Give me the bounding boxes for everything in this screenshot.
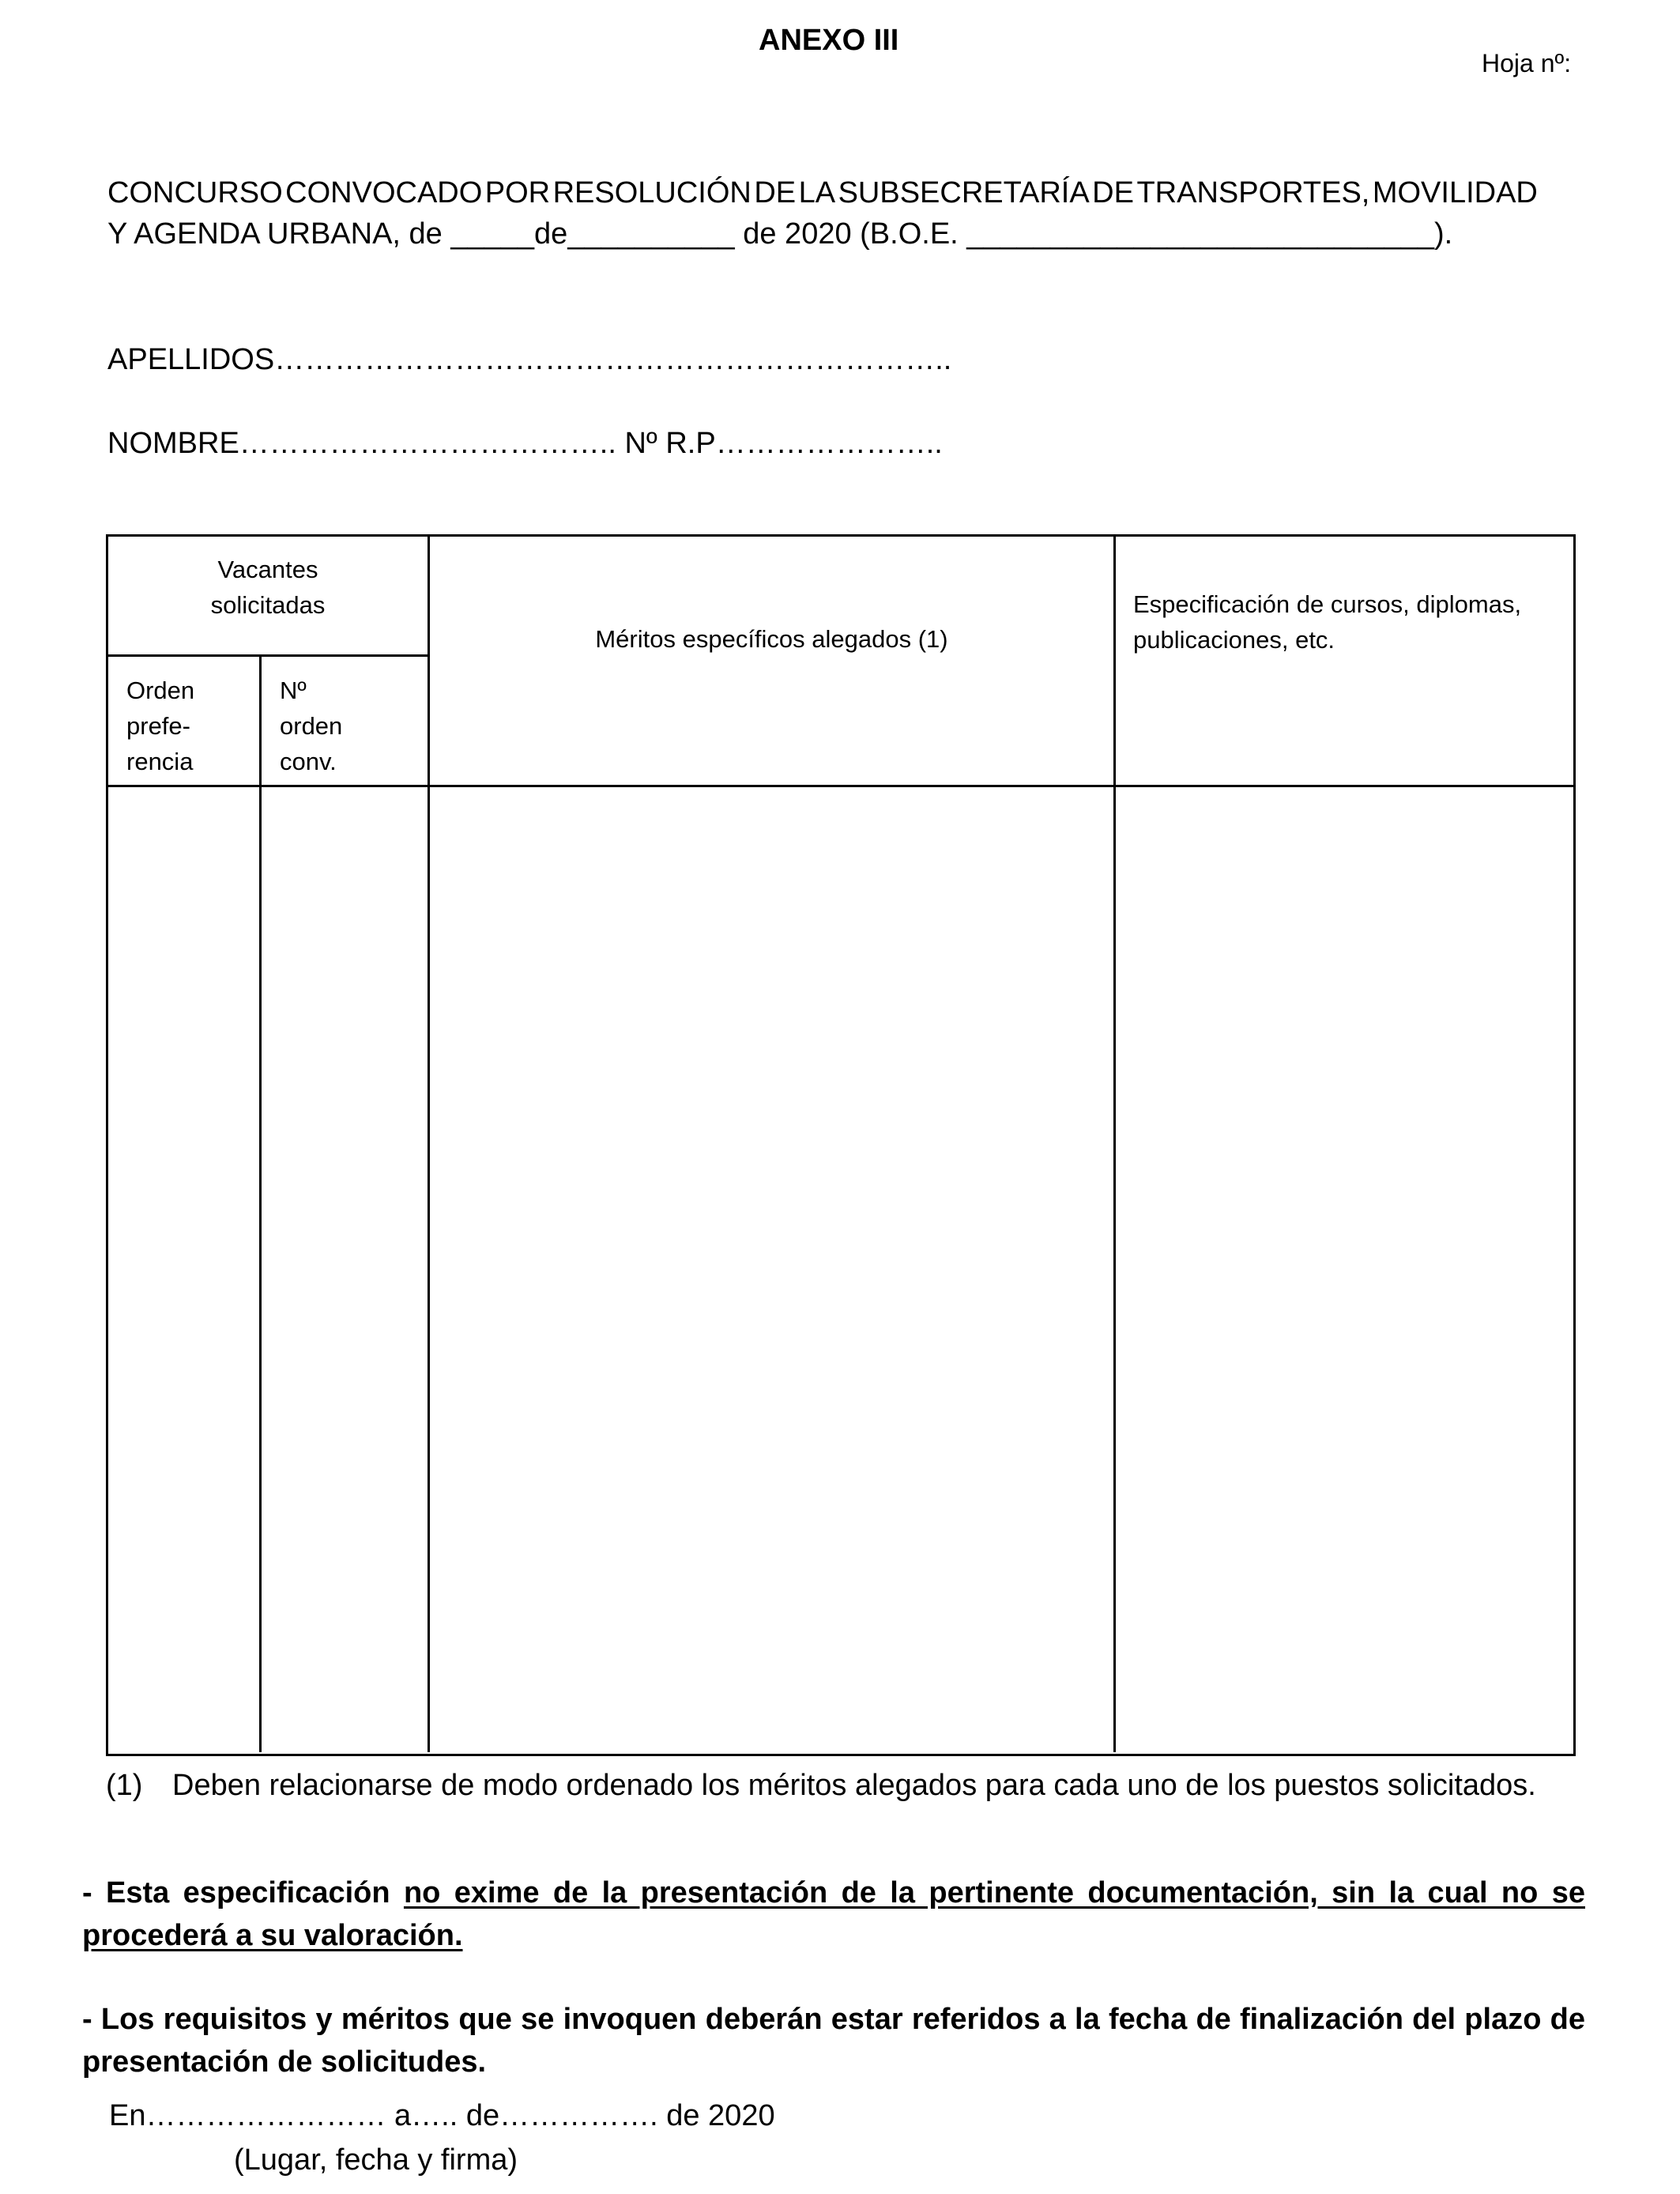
contest-header [107,172,1538,254]
notice1-plain: - Esta especificación [82,1876,404,1909]
day-blank[interactable]: _____ [450,217,535,251]
orden-header-line3: rencia [126,748,194,775]
meritos-header: Méritos específicos alegados (1) [595,625,948,653]
footnote [106,1769,1536,1803]
header-text-b: de [534,217,568,251]
header-word: DE [1092,176,1134,209]
header-word: CONVOCADO [285,176,483,209]
footnote-number: (1) [106,1769,143,1802]
name-rp-line [107,427,943,461]
place-date-line[interactable]: En…………………… a….. de……………. de 2020 [109,2099,775,2132]
month-blank[interactable]: __________ [567,217,735,251]
espec-header-line2: publicaciones, etc. [1133,626,1335,654]
numero-orden-cell[interactable] [262,787,428,1751]
vacantes-header [108,552,428,623]
header-word: SUBSECRETARÍA [838,176,1090,209]
norden-header-line1: Nº [280,677,307,704]
orden-preferencia-header [126,673,194,779]
header-text-c: de 2020 (B.O.E. [734,217,967,251]
espec-header-line1: Especificación de cursos, diplomas, [1133,590,1522,618]
sheet-number-label: Hoja nº: [1482,49,1572,77]
numero-orden-header [280,673,342,779]
header-word: DE [754,176,797,209]
header-word: RESOLUCIÓN [552,176,751,209]
especificacion-cell[interactable] [1116,787,1571,1751]
name-field[interactable]: NOMBRE……………………………….. [107,427,616,460]
rp-field[interactable]: Nº R.P………………….. [616,427,943,460]
signature-label: (Lugar, fecha y firma) [234,2143,518,2177]
surname-field[interactable]: APELLIDOS………………………………………………………….. [107,343,952,376]
header-word: POR [484,176,551,209]
header-word: CONCURSO [107,176,283,209]
norden-header-line2: orden [280,712,343,740]
header-line-2 [107,213,1538,254]
vacantes-header-line2: solicitadas [210,591,326,619]
orden-header-line1: Orden [126,677,195,704]
notice-documentation [82,1872,1585,1957]
document-title: ANEXO III [759,24,899,57]
notice1-underlined: no exime de la presentación de la pertinente documentación, sin la cual no se procederá a su valoración. [82,1876,1585,1952]
vacantes-divider [106,654,430,657]
header-line-1 [107,172,1538,213]
header-word: MOVILIDAD [1372,176,1538,209]
footnote-text: Deben relacionarse de modo ordenado los méritos alegados para cada uno de los puestos solicitados. [172,1769,1536,1802]
header-word: TRANSPORTES, [1136,176,1370,209]
norden-header-line3: conv. [280,748,337,775]
header-word: LA [798,176,836,209]
especificacion-header [1133,586,1521,658]
boe-blank[interactable]: ____________________________ [966,217,1435,251]
orden-preferencia-cell[interactable] [108,787,259,1751]
vacantes-header-line1: Vacantes [217,556,318,583]
orden-header-line2: prefe- [126,712,190,740]
meritos-cell[interactable] [430,787,1113,1751]
header-text-a: Y AGENDA URBANA, de [107,217,451,251]
header-text-d: ). [1434,217,1453,251]
notice-requirements: - Los requisitos y méritos que se invoquen deberán estar referidos a la fecha de finalización del plazo de presentación de solicitudes. [82,2003,1585,2079]
